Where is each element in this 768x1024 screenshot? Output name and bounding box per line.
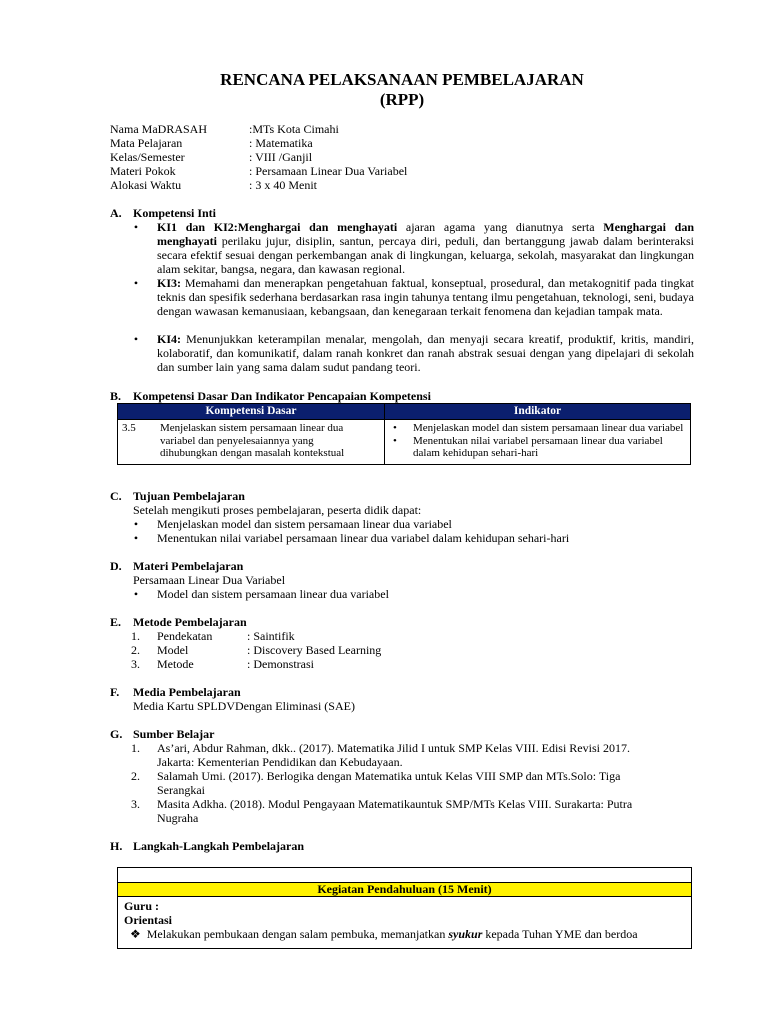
- bullet: •: [133, 276, 139, 290]
- section-title: Media Pembelajaran: [133, 685, 241, 699]
- kegiatan-table: [117, 867, 692, 949]
- step-text: Melakukan pembukaan dengan salam pembuka, memanjatkan: [146, 927, 449, 941]
- section-letter: G.: [110, 727, 123, 741]
- method-label: Pendekatan: [157, 629, 213, 643]
- reference-line: Salamah Umi. (2017). Berlogika dengan Matematika untuk Kelas VIII SMP dan MTs.Solo: Tiga: [157, 769, 621, 783]
- section-g-heading: [110, 727, 214, 741]
- bullet: •: [133, 531, 139, 545]
- method-value: : Discovery Based Learning: [247, 643, 382, 657]
- table-header-kd: Kompetensi Dasar: [118, 404, 385, 420]
- reference-line: Masita Adkha. (2018). Modul Pengayaan Matematikauntuk SMP/MTs Kelas VIII. Surakarta: Putra: [157, 797, 633, 811]
- method-label: Model: [157, 643, 189, 657]
- list-item: Menentukan nilai variabel persamaan linear dua variabel dalam kehidupan sehari-hari: [157, 531, 570, 545]
- orientasi-label: Orientasi: [124, 913, 172, 927]
- section-letter: F.: [110, 685, 120, 699]
- section-title: Langkah-Langkah Pembelajaran: [133, 839, 305, 853]
- identity-label: Alokasi Waktu: [110, 178, 182, 192]
- list-number: 1.: [131, 741, 140, 755]
- kegiatan-pendahuluan-header: Kegiatan Pendahuluan (15 Menit): [118, 883, 691, 897]
- section-letter: H.: [110, 839, 123, 853]
- list-number: 3.: [131, 657, 140, 671]
- indicator-item: [389, 422, 686, 435]
- guru-label: Guru :: [124, 899, 160, 913]
- identity-row: [110, 136, 407, 150]
- kd-number: 3.5: [122, 422, 136, 434]
- section-c-heading: [110, 489, 245, 503]
- reference-line: As’ari, Abdur Rahman, dkk.. (2017). Matematika Jilid I untuk SMP Kelas VIII. Edisi Revisi 2017.: [157, 741, 630, 755]
- bullet: •: [133, 332, 139, 346]
- list-number: 3.: [131, 797, 140, 811]
- method-value: : Saintifik: [247, 629, 295, 643]
- bullet: •: [393, 434, 397, 447]
- ki4-label: KI4:: [157, 332, 181, 346]
- bullet: •: [133, 220, 139, 234]
- identity-row: [110, 122, 407, 136]
- section-f-heading: [110, 685, 241, 699]
- table-cell-indikator: [385, 420, 691, 465]
- table-header-indikator: Indikator: [385, 404, 691, 420]
- kegiatan-table-top-row: [118, 868, 691, 883]
- step-emphasis: syukur: [448, 927, 483, 941]
- identity-label: Kelas/Semester: [110, 150, 185, 164]
- section-e-heading: [110, 615, 247, 629]
- section-title: Metode Pembelajaran: [133, 615, 247, 629]
- bullet: •: [133, 587, 139, 601]
- identity-value: : 3 x 40 Menit: [249, 178, 317, 192]
- identity-value: :MTs Kota Cimahi: [249, 122, 339, 136]
- list-item: Menjelaskan model dan sistem persamaan linear dua variabel: [157, 517, 452, 531]
- reference-line: Serangkai: [157, 783, 205, 797]
- document-subtitle: (RPP): [379, 90, 425, 109]
- list-number: 1.: [131, 629, 140, 643]
- identity-label: Nama MaDRASAH: [110, 122, 207, 136]
- ki3-text: Memahami dan menerapkan pengetahuan faktual, konseptual, prosedural, dan metakognitif pada tingkat teknis dan spesifik sederhana berdasarkan rasa ingin tahunya tentang ilmu pengetahuan, teknologi, seni, budaya dengan wawasan kemanusiaan, kebangsaan, dan kenegaraan terkait fenomena dan kejadian tampak mata.: [157, 276, 694, 318]
- bullet: •: [393, 422, 397, 434]
- section-letter: B.: [110, 389, 122, 403]
- ki4-paragraph: [157, 332, 694, 374]
- section-c-intro: Setelah mengikuti proses pembelajaran, peserta didik dapat:: [133, 503, 422, 517]
- table-row: [118, 420, 691, 465]
- ki3-label: KI3:: [157, 276, 181, 290]
- section-letter: A.: [110, 206, 122, 220]
- section-title: Materi Pembelajaran: [133, 559, 244, 573]
- indicator-item: [389, 435, 686, 460]
- identity-value: : Persamaan Linear Dua Variabel: [249, 164, 408, 178]
- section-title: Tujuan Pembelajaran: [133, 489, 245, 503]
- indicator-text: Menentukan nilai variabel persamaan linear dua variabel dalam kehidupan sehari-hari: [413, 434, 663, 459]
- section-d-intro: Persamaan Linear Dua Variabel: [133, 573, 286, 587]
- section-title: Kompetensi Dasar Dan Indikator Pencapaian Kompetensi: [133, 389, 431, 403]
- identity-block: [110, 122, 407, 192]
- step-item: [124, 927, 685, 941]
- ki1-label: KI1 dan KI2:Menghargai dan menghayati: [157, 220, 398, 234]
- list-number: 2.: [131, 643, 140, 657]
- ki1-text-rest: perilaku jujur, disiplin, santun, percaya diri, peduli, dan bertanggung jawab dalam berinteraksi secara efektif sesuai dengan perkembangan anak di lingkungan, keluarga, sekolah, masyarakat dan lingkungan alam sekitar, bangsa, negara, dan kawasan regional.: [157, 234, 694, 276]
- section-letter: C.: [110, 489, 122, 503]
- document-title: RENCANA PELAKSANAAN PEMBELAJARAN: [220, 70, 584, 89]
- section-d-heading: [110, 559, 243, 573]
- ki3-paragraph: [157, 276, 694, 318]
- media-text: Media Kartu SPLDVDengan Eliminasi (SAE): [133, 699, 355, 713]
- section-letter: E.: [110, 615, 122, 629]
- identity-row: [110, 164, 407, 178]
- reference-line: Nugraha: [157, 811, 199, 825]
- identity-value: : Matematika: [249, 136, 313, 150]
- section-title: Kompetensi Inti: [133, 206, 217, 220]
- identity-label: Materi Pokok: [110, 164, 176, 178]
- section-h-heading: [110, 839, 304, 853]
- reference-line: Jakarta: Kementerian Pendidikan dan Kebudayaan.: [157, 755, 403, 769]
- ki4-text: Menunjukkan keterampilan menalar, mengolah, dan menyaji secara kreatif, produktif, kritis, mandiri, kolaboratif, dan komunikatif, dalam ranah konkret dan ranah abstrak sesuai dengan yang dipelajari di sekolah dan sumber lain yang sama dalam sudut pandang teori.: [157, 332, 694, 374]
- table-cell-kd: [118, 420, 385, 465]
- indicator-text: Menjelaskan model dan sistem persamaan linear dua variabel: [413, 422, 684, 434]
- list-number: 2.: [131, 769, 140, 783]
- ki1-text: ajaran agama yang dianutnya serta: [397, 220, 604, 234]
- section-title: Sumber Belajar: [133, 727, 215, 741]
- identity-row: [110, 150, 407, 164]
- table-header-row: [118, 404, 691, 420]
- ki1-paragraph: [157, 220, 694, 276]
- section-letter: D.: [110, 559, 122, 573]
- step-text-rest: kepada Tuhan YME dan berdoa: [482, 927, 638, 941]
- identity-value: : VIII /Ganjil: [249, 150, 313, 164]
- kegiatan-content: [118, 897, 691, 943]
- method-label: Metode: [157, 657, 194, 671]
- kd-text: Menjelaskan sistem persamaan linear dua variabel dan penyelesaiannya yang dihubungkan dengan masalah kontekstual: [160, 422, 345, 459]
- kompetensi-table: [117, 403, 691, 465]
- method-value: : Demonstrasi: [247, 657, 314, 671]
- bullet: •: [133, 517, 139, 531]
- ki1-bold: Menghargai dan menghayati: [157, 220, 695, 248]
- identity-label: Mata Pelajaran: [110, 136, 183, 150]
- diamond-bullet-icon: ❖: [130, 927, 141, 941]
- list-item: Model dan sistem persamaan linear dua variabel: [157, 587, 389, 601]
- section-a-heading: [110, 206, 216, 220]
- section-b-heading: [110, 389, 431, 403]
- identity-row: [110, 178, 407, 192]
